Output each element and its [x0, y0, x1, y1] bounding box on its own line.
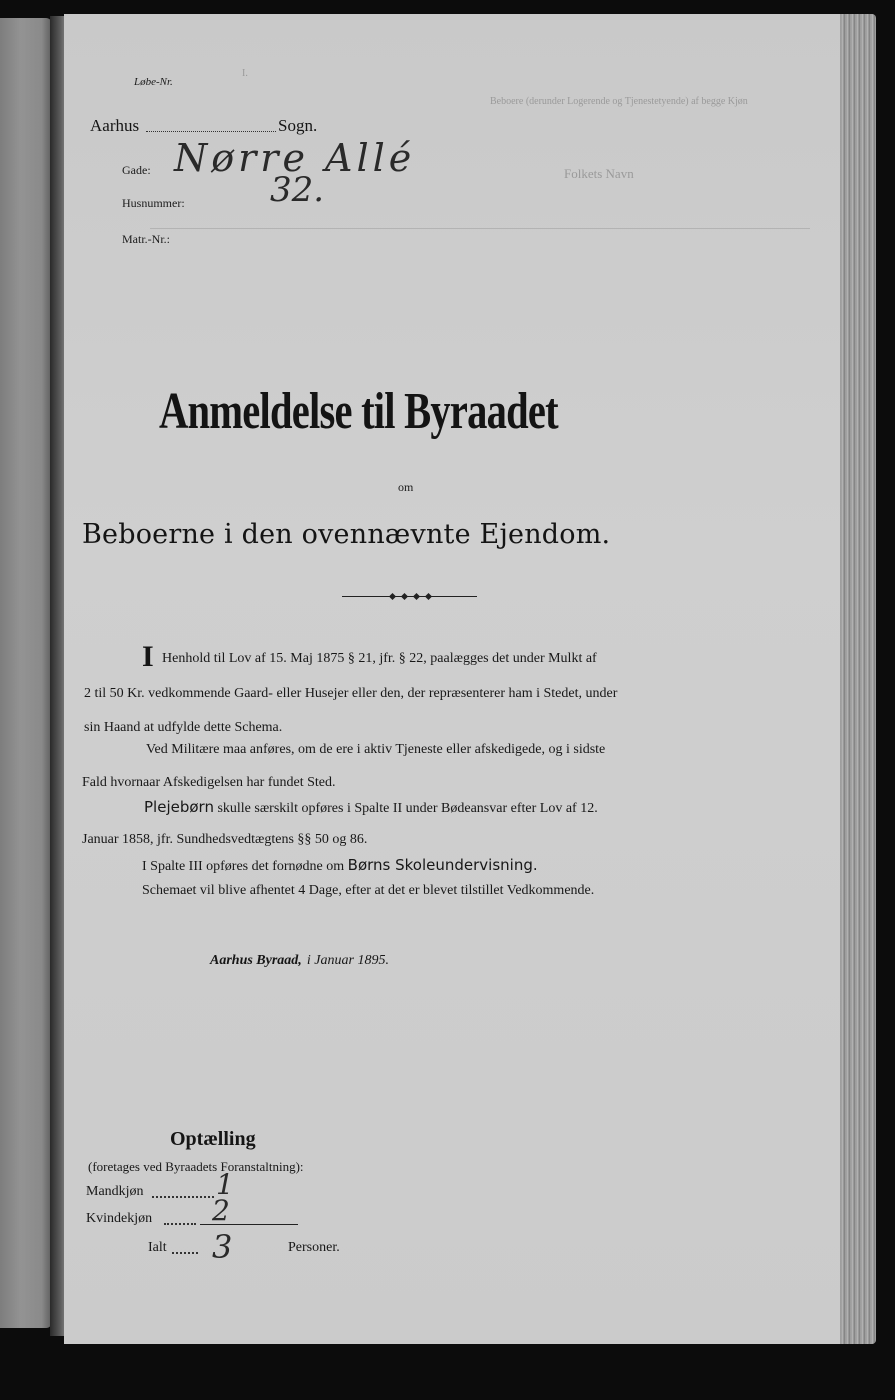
form-subtitle: Beboerne i den ovennævnte Ejendom. — [82, 519, 611, 550]
ialt-dots — [172, 1252, 198, 1254]
census-form-page — [64, 14, 840, 1344]
bleed-column-numeral: I. — [242, 68, 248, 79]
body-line — [144, 798, 598, 817]
body-line: sin Haand at udfylde dette Schema. — [84, 720, 283, 735]
body-line-rest: skulle særskilt opføres i Spalte II under Bødeansvar efter Lov af 12. — [217, 801, 598, 816]
skoleundervisning-emphasis: Børns Skoleundervisning. — [347, 856, 538, 874]
mandkjon-dots — [152, 1196, 214, 1198]
count-sum-line — [200, 1224, 298, 1225]
city-label: Aarhus — [90, 116, 140, 135]
kvindekjon-handwritten-value: 2 — [212, 1194, 230, 1227]
count-title: Optælling — [170, 1128, 256, 1150]
page-edges — [836, 14, 876, 1344]
bleed-text-heading: Folkets Navn — [564, 166, 634, 181]
title-connector: om — [398, 480, 414, 494]
left-facing-page — [0, 18, 52, 1328]
body-line-start: I Spalte III opføres det fornødne om — [142, 859, 345, 874]
plejeborn-emphasis: Plejebørn — [144, 798, 214, 816]
personer-label: Personer. — [288, 1240, 340, 1255]
body-line: Henhold til Lov af 15. Maj 1875 § 21, jfr. § 22, paalægges det under Mulkt af — [162, 651, 597, 666]
matr-nr-label: Matr.-Nr.: — [122, 232, 170, 246]
kvindekjon-label: Kvindekjøn — [86, 1211, 153, 1226]
sogn-label: Sogn. — [278, 116, 318, 135]
husnummer-handwritten-value: 32. — [270, 170, 325, 210]
mandkjon-label: Mandkjøn — [86, 1184, 144, 1199]
signature-org: Aarhus Byraad, — [210, 953, 302, 968]
body-line — [142, 856, 538, 875]
ialt-handwritten-value: 3 — [212, 1228, 233, 1266]
ialt-label: Ialt — [148, 1240, 167, 1255]
mandkjon-handwritten-value: 1 — [216, 1168, 234, 1201]
bleed-text-line: Beboere (derunder Logerende og Tjenestetyende) af begge Kjøn — [490, 96, 748, 107]
form-title: Anmeldelse til Byraadet — [159, 383, 558, 440]
sogn-dotted-line — [146, 131, 276, 132]
body-line: 2 til 50 Kr. vedkommende Gaard- eller Husejer eller den, der repræsenterer ham i Stedet, under — [84, 686, 618, 701]
kvindekjon-dots — [164, 1223, 196, 1225]
body-line: Fald hvornaar Afskedigelsen har fundet Sted. — [82, 775, 336, 790]
gade-label: Gade: — [122, 163, 151, 177]
body-line: Schemaet vil blive afhentet 4 Dage, efter at det er blevet tilstillet Vedkommende. — [142, 883, 595, 898]
lobe-nr-label: Løbe-Nr. — [134, 76, 173, 88]
husnummer-label: Husnummer: — [122, 196, 185, 210]
signature-date: i Januar 1895. — [306, 953, 389, 968]
bleed-rule — [150, 228, 810, 229]
body-line: Ved Militære maa anføres, om de ere i aktiv Tjeneste eller afskedigede, og i sidste — [146, 742, 606, 757]
count-subtitle: (foretages ved Byraadets Foranstaltning): — [88, 1159, 304, 1174]
gade-handwritten-value: Nørre Allé — [174, 136, 416, 180]
signature-line — [210, 949, 389, 969]
paragraph-dropcap: I — [142, 640, 154, 673]
body-line: Januar 1858, jfr. Sundhedsvedtægtens §§ 50 og 86. — [82, 832, 368, 847]
